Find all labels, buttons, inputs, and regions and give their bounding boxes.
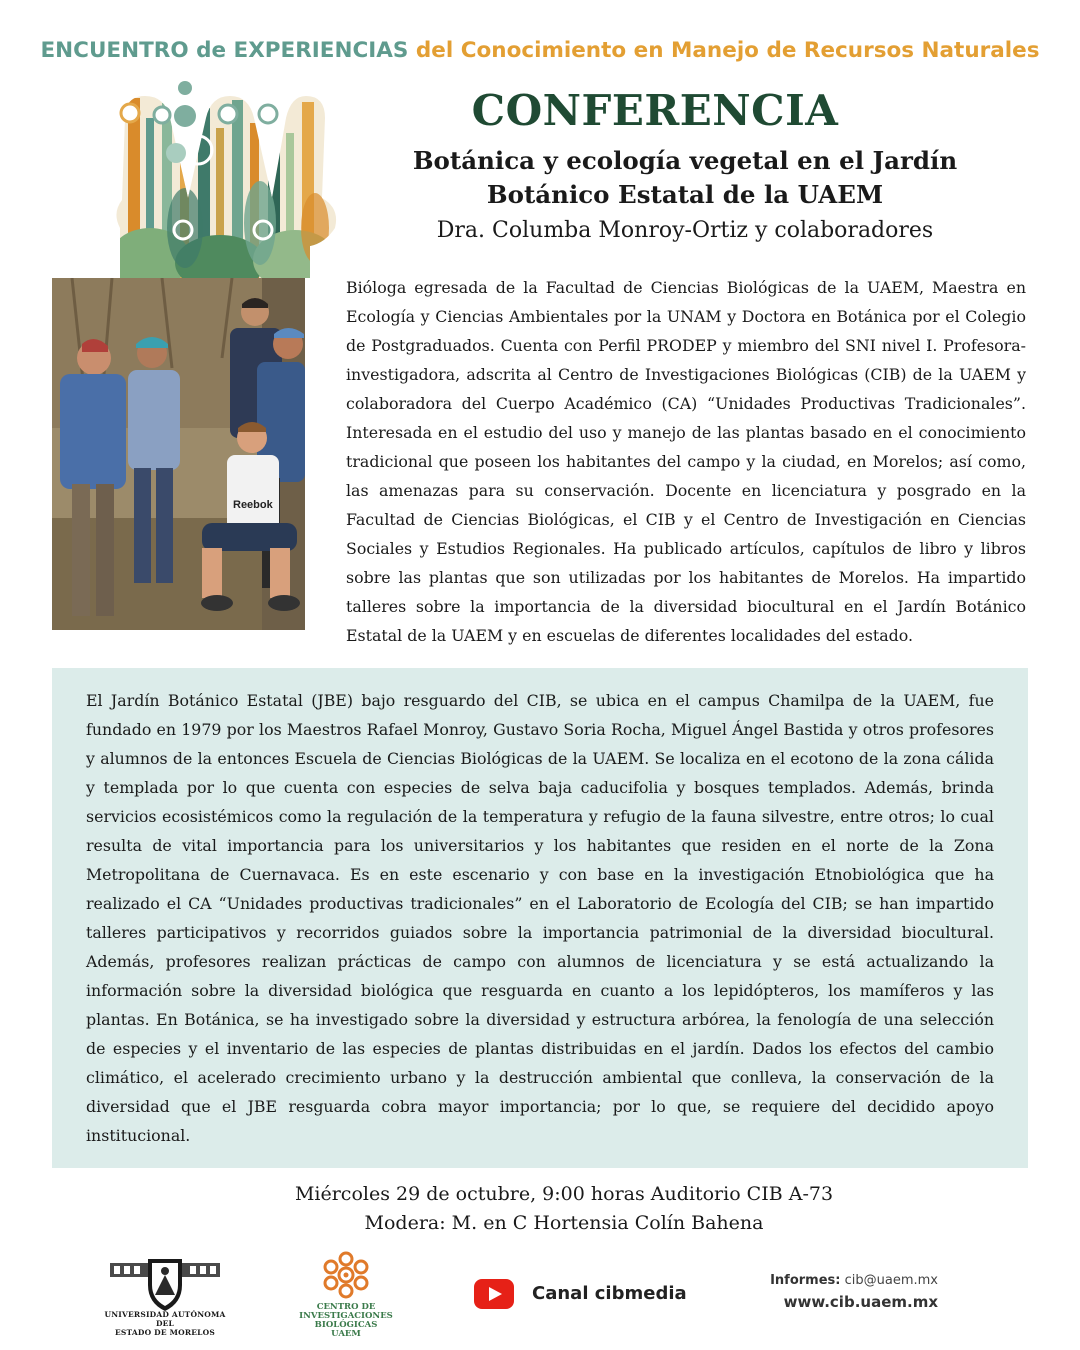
contact-label: Informes: bbox=[770, 1273, 841, 1288]
talk-title-line1: Botánica y ecología vegetal en el Jardín bbox=[412, 146, 958, 175]
speaker-name: Dra. Columba Monroy-Ortiz y colaboradores bbox=[436, 218, 934, 243]
event-moderator: Modera: M. en C Hortensia Colín Bahena bbox=[364, 1212, 764, 1234]
group-photo bbox=[52, 278, 305, 630]
encuentro-logo-icon bbox=[110, 78, 345, 283]
youtube-icon[interactable] bbox=[474, 1279, 514, 1309]
event-series-header bbox=[0, 38, 1080, 63]
youtube-channel-link[interactable]: Canal cibmedia bbox=[532, 1283, 687, 1304]
uaem-name bbox=[95, 1310, 235, 1337]
uaem-logo-icon bbox=[100, 1255, 230, 1315]
speaker-bio: Bióloga egresada de la Facultad de Ciencias Biológicas de la UAEM, Maestra en Ecología y Ciencias Ambientales por la UNAM y Doctora en Botánica por el Colegio de Postgraduados. Cuenta con Perfil PRODEP y miembro del SNI nivel I. Profesora-investigadora, adscrita al Centro de Investigaciones Biológicas (CIB) de la UAEM y colaboradora del Cuerpo Académico (CA) “Unidades Productivas Tradicionales”. Interesada en el estudio del uso y manejo de las plantas basado en el conocimiento tradicional que poseen los habitantes del campo y la ciudad, en Morelos; así como, las amenazas para su conservación. Docente en licenciatura y posgrado en la Facultad de Ciencias Biológicas, el CIB y el Centro de Investigación en Ciencias Sociales y Estudios Regionales. Ha publicado artículos, capítulos de libro y libros sobre las plantas que son utilizadas por los habitantes de Morelos. Ha impartido talleres sobre la importancia de la diversidad biocultural en el Jardín Botánico Estatal de la UAEM y en escuelas de diferentes localidades del estado. bbox=[346, 278, 1026, 645]
page-title: CONFERENCIA bbox=[471, 86, 839, 135]
talk-title-line2: Botánico Estatal de la UAEM bbox=[486, 180, 884, 209]
talk-title bbox=[360, 144, 1010, 212]
cib-logo-icon bbox=[300, 1248, 392, 1304]
garden-description: El Jardín Botánico Estatal (JBE) bajo resguardo del CIB, se ubica en el campus Chamilpa de la UAEM, fue fundado en 1979 por los Maestros Rafael Monroy, Gustavo Soria Rocha, Miguel Ángel Bastida y otros profesores y alumnos de la entonces Escuela de Ciencias Biológicas de la UAEM. Se localiza en el ecotono de la zona cálida y templada por lo que cuenta con especies de selva baja caducifolia y bosques templados. Además, brinda servicios ecosistémicos como la regulación de la temperatura y refugio de la fauna silvestre, entre otros; lo cual resulta de vital importancia para los universitarios y los habitantes que residen en el norte de la Zona Metropolitana de Cuernavaca. Es en este escenario y con base en la investigación Etnobiológica que ha realizado el CA “Unidades productivas tradicionales” en el Laboratorio de Ecología del CIB; se han impartido talleres participativos y recorridos guiados sobre la importancia patrimonial de la diversidad biocultural. Además, profesores realizan prácticas de campo con alumnos de licenciatura y se está actualizando la información sobre la diversidad biológica que resguarda en cuanto a los lepidópteros, los mamíferos y las plantas. En Botánica, se ha investigado sobre la diversidad y estructura arbórea, la fenología de una selección de especies y el inventario de las especies de plantas distribuidas en el jardín. Dados los efectos del cambio climático, el acelerado crecimiento urbano y la destrucción ambiental que conlleva, la conservación de la diversidad que el JBE resguarda cobra mayor importancia; por lo que, se requiere del decidido apoyo institucional. bbox=[86, 691, 994, 1145]
event-series-part2: del Conocimiento en Manejo de Recursos Naturales bbox=[415, 38, 1040, 63]
garden-description-box bbox=[52, 668, 1028, 1168]
cib-name bbox=[290, 1303, 402, 1339]
uaem-name-line1: UNIVERSIDAD AUTÓNOMA DEL bbox=[104, 1310, 226, 1328]
cib-name-line3: BIOLÓGICAS bbox=[314, 1320, 378, 1330]
contact-info bbox=[760, 1273, 938, 1288]
cib-name-line1: CENTRO DE bbox=[316, 1302, 376, 1312]
shirt-text: Reebok bbox=[233, 499, 273, 511]
website-link[interactable]: www.cib.uaem.mx bbox=[783, 1293, 938, 1311]
event-series-part1: ENCUENTRO de EXPERIENCIAS bbox=[40, 38, 409, 63]
cib-name-line4: UAEM bbox=[331, 1329, 361, 1339]
contact-email[interactable]: cib@uaem.mx bbox=[844, 1273, 938, 1288]
uaem-name-line2: ESTADO DE MORELOS bbox=[114, 1328, 215, 1337]
cib-name-line2: INVESTIGACIONES bbox=[299, 1311, 393, 1321]
event-datetime: Miércoles 29 de octubre, 9:00 horas Auditorio CIB A-73 bbox=[294, 1183, 834, 1205]
